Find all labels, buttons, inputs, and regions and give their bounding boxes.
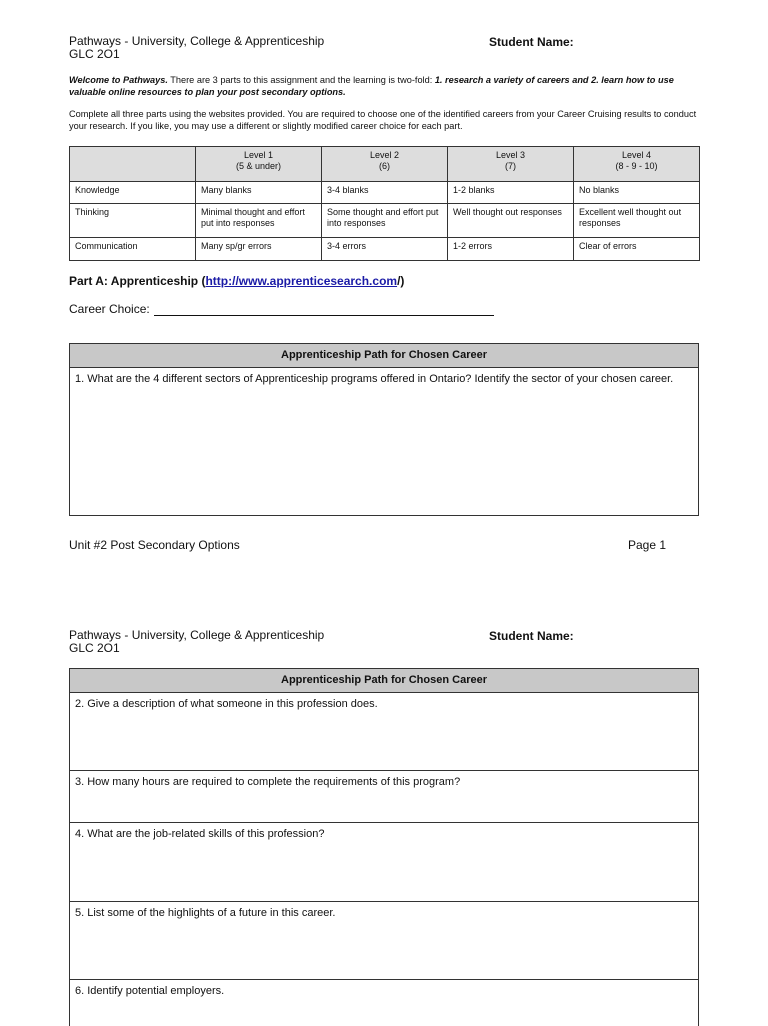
intro-paragraph bbox=[69, 74, 699, 98]
career-choice-row bbox=[69, 302, 494, 316]
rubric-cell: Minimal thought and effort put into responses bbox=[196, 204, 322, 238]
footer-left: Unit #2 Post Secondary Options bbox=[69, 538, 240, 552]
rubric-header-blank bbox=[70, 147, 196, 182]
career-choice-label: Career Choice: bbox=[69, 302, 150, 316]
question-1[interactable]: 1. What are the 4 different sectors of Apprenticeship programs offered in Ontario? Identify the sector of your chosen career. bbox=[75, 373, 674, 385]
rubric-header-level3: Level 3 (7) bbox=[448, 147, 574, 182]
page1-question-box bbox=[69, 343, 699, 516]
rubric-cell: Many blanks bbox=[196, 182, 322, 204]
page1-header-title: Pathways - University, College & Apprenticeship bbox=[69, 34, 325, 48]
rubric-cell: 3-4 errors bbox=[322, 238, 448, 261]
instructions-paragraph: Complete all three parts using the websites provided. You are required to choose one of the identified careers from your Career Cruising results to conduct your research. If you like, you may use a different or slightly modified career choice for each part. bbox=[69, 109, 697, 131]
page1-box-title: Apprenticeship Path for Chosen Career bbox=[70, 344, 698, 368]
page2-question-box bbox=[69, 668, 699, 1026]
rubric-header-level2: Level 2 (6) bbox=[322, 147, 448, 182]
question-2[interactable]: 2. Give a description of what someone in this profession does. bbox=[70, 693, 698, 771]
rubric-cell: Clear of errors bbox=[574, 238, 700, 261]
question-3[interactable]: 3. How many hours are required to complete the requirements of this program? bbox=[70, 771, 698, 823]
question-5[interactable]: 5. List some of the highlights of a future in this career. bbox=[70, 902, 698, 980]
rubric-criterion: Thinking bbox=[70, 204, 196, 238]
part-a-close: /) bbox=[397, 274, 405, 288]
rubric-row-thinking bbox=[70, 204, 700, 238]
rubric-row-knowledge bbox=[70, 182, 700, 204]
page2-box-title: Apprenticeship Path for Chosen Career bbox=[70, 669, 698, 693]
rubric-cell: 1-2 errors bbox=[448, 238, 574, 261]
apprenticesearch-link[interactable]: http://www.apprenticesearch.com bbox=[205, 274, 398, 288]
part-a-label: Part A: Apprenticeship ( bbox=[69, 274, 206, 288]
career-choice-field[interactable] bbox=[154, 304, 494, 316]
rubric-header-level4: Level 4 (8 - 9 - 10) bbox=[574, 147, 700, 182]
rubric-cell: No blanks bbox=[574, 182, 700, 204]
page2-header-title: Pathways - University, College & Apprenticeship bbox=[69, 628, 325, 642]
rubric-criterion: Communication bbox=[70, 238, 196, 261]
page1-header-code: GLC 2O1 bbox=[69, 47, 120, 61]
rubric-cell: Excellent well thought out responses bbox=[574, 204, 700, 238]
page2-header bbox=[69, 629, 324, 655]
rubric-cell: Some thought and effort put into responses bbox=[322, 204, 448, 238]
rubric-header-row bbox=[70, 147, 700, 182]
question-4[interactable]: 4. What are the job-related skills of this profession? bbox=[70, 823, 698, 902]
page2-student-name-label: Student Name: bbox=[489, 629, 574, 643]
rubric-cell: Well thought out responses bbox=[448, 204, 574, 238]
rubric-cell: 1-2 blanks bbox=[448, 182, 574, 204]
question-6[interactable]: 6. Identify potential employers. bbox=[75, 985, 225, 997]
intro-welcome: Welcome to Pathways. bbox=[69, 75, 168, 85]
part-a-heading bbox=[69, 274, 404, 288]
rubric-criterion: Knowledge bbox=[70, 182, 196, 204]
intro-goal: 1. research a variety of careers and 2. learn how to use valuable online resources to plan your post secondary options. bbox=[69, 75, 674, 97]
rubric-cell: 3-4 blanks bbox=[322, 182, 448, 204]
footer-page-number: Page 1 bbox=[628, 538, 667, 552]
page1-header bbox=[69, 35, 324, 61]
page2-header-code: GLC 2O1 bbox=[69, 641, 120, 655]
page1-student-name-label: Student Name: bbox=[489, 35, 574, 49]
rubric-table bbox=[69, 146, 700, 261]
rubric-header-level1: Level 1 (5 & under) bbox=[196, 147, 322, 182]
rubric-row-communication bbox=[70, 238, 700, 261]
intro-text: There are 3 parts to this assignment and the learning is two-fold: bbox=[167, 75, 435, 85]
rubric-cell: Many sp/gr errors bbox=[196, 238, 322, 261]
